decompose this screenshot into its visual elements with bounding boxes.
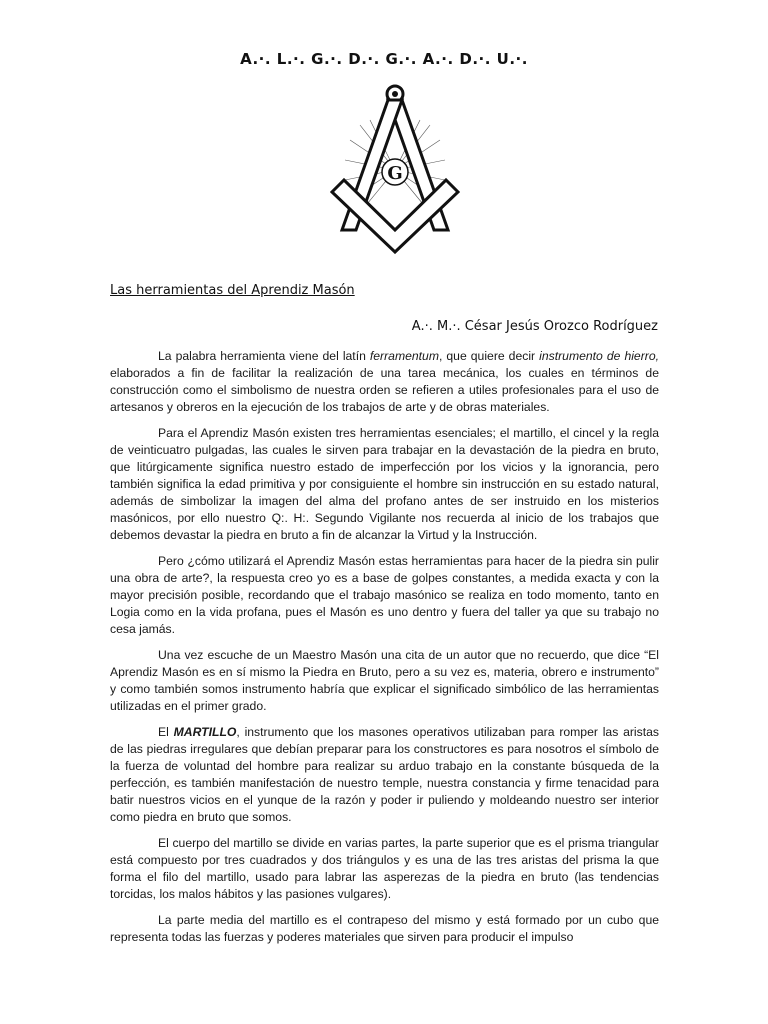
paragraph-7: La parte media del martillo es el contrapeso del mismo y está formado por un cubo que representa todas las fuerzas y poderes materiales que sirven para producir el impulso — [110, 913, 659, 944]
header-title: A.·. L.·. G.·. D.·. G.·. A.·. D.·. U.·. — [240, 50, 528, 68]
body-text — [110, 348, 659, 955]
paragraph-4: Una vez escuche de un Maestro Masón una cita de un autor que no recuerdo, que dice “El Aprendiz Masón es en sí mismo la Piedra en Bruto, pero a su vez es, materia, obrero e instrumento” y como también somos instrumento habría que explicar el significado simbólico de las herramientas utilizadas en el primer grado. — [110, 648, 659, 713]
paragraph-5: El MARTILLO, instrumento que los masones operativos utilizaban para romper las aristas de las piedras irregulares que debían preparar para los constructores es para nosotros el símbolo de la fuerza de voluntad del hombre para realizar su arduo trabajo en la constante búsqueda de la perfección, es también manifestación de nuestro temple, nuestra constancia y firme tenacidad para batir nuestros vicios en el yunque de la razón y poder ir puliendo y moldeando nuestro ser interior como piedra en bruto que somos. — [110, 725, 659, 824]
paragraph-3: Pero ¿cómo utilizará el Aprendiz Masón estas herramientas para hacer de la piedra sin pulir una obra de arte?, la respuesta creo yo es a base de golpes constantes, a medida exacta y con la mayor precisión posible, recordando que el trabajo masónico se realiza en todo momento, tanto en Logia como en la vida profana, pues el Masón es uno dentro y fuera del taller ya que su trabajo no cesa jamás. — [110, 554, 659, 636]
paragraph-1: La palabra herramienta viene del latín ferramentum, que quiere decir instrumento de hierro, elaborados a fin de facilitar la realización de una tarea mecánica, los cuales en términos de construcción como el simbolismo de nuestra orden se refieren a utiles profesionales para el uso de artesanos y obreros en la ejecución de los trabajos de arte y de obras materiales. — [110, 349, 659, 414]
emblem-letter: G — [387, 163, 403, 184]
section-heading: Las herramientas del Aprendiz Masón — [110, 283, 355, 298]
paragraph-6: El cuerpo del martillo se divide en varias partes, la parte superior que es el prisma triangular está compuesto por tres cuadrados y dos triángulos y es una de las tres aristas del prisma la que forma el filo del martillo, usado para labrar las asperezas de la piedra en bruto (las tendencias torcidas, los malos hábitos y las pasiones vulgares). — [110, 836, 659, 901]
paragraph-2: Para el Aprendiz Masón existen tres herramientas esenciales; el martillo, el cincel y la regla de veinticuatro pulgadas, las cuales le sirven para trabajar en la devastación de la piedra en bruto, que litúrgicamente significa nuestro estado de imperfección por los vicios y la ignorancia, pero también significa la edad primitiva y por consiguiente el hombre sin instrucción en su estado natural, además de simbolizar la imagen del alma del profano antes de ser instruido en los misterios masónicos, por ello nuestro Q:. H:. Segundo Vigilante nos recuerda al inicio de los trabajos que debemos devastar la piedra en bruto a fin de alcanzar la Virtud y la Instrucción. — [110, 426, 659, 542]
author-line: A.·. M.·. César Jesús Orozco Rodríguez — [411, 319, 658, 334]
square-and-compass-emblem-icon — [330, 80, 460, 255]
